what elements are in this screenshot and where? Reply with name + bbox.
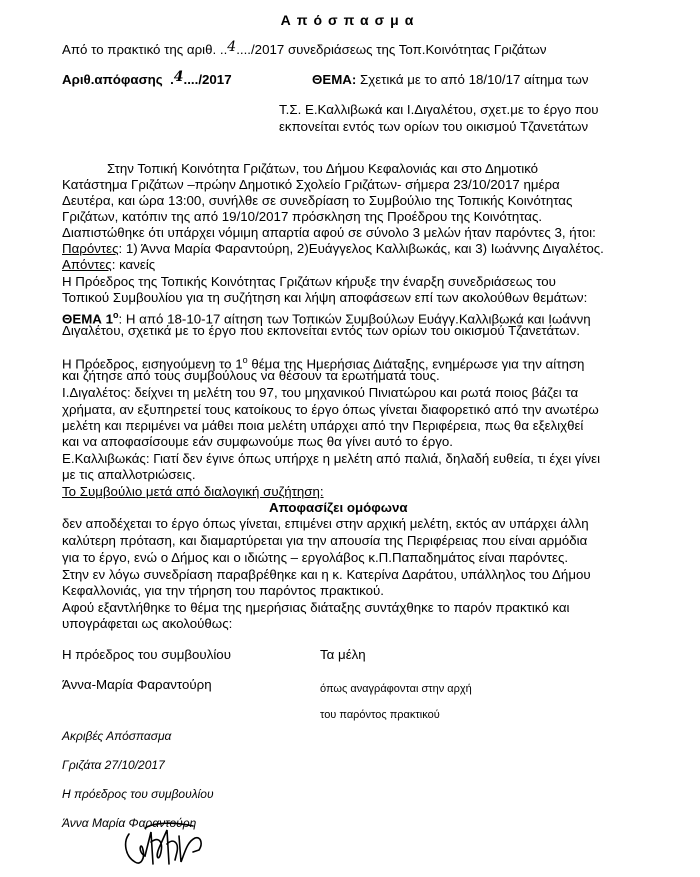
p1-line-1: Στην Τοπική Κοινότητα Γριζάτων, του Δήμου Κεφαλονιάς και στο Δημοτικό: [107, 161, 539, 176]
p8-line-1: Αφού εξαντλήθηκε το θέμα της ημερήσιας διάταξης συντάχθηκε το παρόν πρακτικό και: [62, 600, 570, 615]
council-heading: Το Συμβούλιο μετά από διαλογική συζήτηση:: [62, 484, 324, 499]
p2-line-2: Τοπικού Συμβουλίου για τη συζήτηση και λήψη αποφάσεων επί των ακολούθων θεμάτων:: [62, 290, 588, 305]
p7-line-2: Κεφαλλονιάς, για την τήρηση του παρόντος πρακτικού.: [62, 583, 384, 598]
p7-line-1: Στην εν λόγω συνεδρίαση παραβρέθηκε και η κ. Κατερίνα Δαράτου, υπάλληλος του Δήμου: [62, 567, 591, 582]
decision-number-hand: 4: [173, 69, 184, 85]
topic-line-2: Διγαλέτου, σχετικά με το έργο που εκπονείται εντός των ορίων του οικισμού Τζανετάτων.: [62, 323, 580, 338]
p4-line-3: μελέτη και περιμένει να μάθει ποια μελέτη υπάρχει από την Περιφέρεια, πως θα εξελιχθεί: [62, 418, 584, 433]
subject-line-2: Τ.Σ. Ε.Καλλιβωκά και Ι.Διγαλέτου, σχετ.με το έργο που: [279, 102, 599, 117]
present-line: [62, 241, 604, 257]
absent-text: : κανείς: [111, 257, 156, 272]
absent-label: Απόντες: [62, 257, 112, 272]
p1-line-5: Διαπιστώθηκε ότι υπάρχει νόμιμη απαρτία αφού σε σύνολο 3 μελών ήταν παρόντες 3, ήτοι:: [62, 225, 596, 240]
members-note-2: του παρόντος πρακτικού: [320, 709, 440, 721]
p4-line-4: και να αποφασίσουμε εάν συμφωνούμε πως θα γίνει αυτό το έργο.: [62, 434, 454, 449]
p4-line-1: Ι.Διγαλέτος: δείχνει τη μελέτη του 97, του μηχανικού Πινιατώρου και ρωτά ποιος βάζει τα: [62, 385, 579, 400]
subject-line-3: εκπονείται εντός των ορίων του οικισμού Τζανετάτων: [279, 119, 589, 134]
topic-sup: ο: [112, 310, 119, 320]
decision-label: Αριθ.απόφασης: [62, 72, 163, 87]
signer-title: Η πρόεδρος του συμβουλίου: [62, 787, 214, 801]
absent-line: [62, 257, 155, 273]
p5-line-2: με τις απαλλοτριώσεις.: [62, 467, 196, 482]
minutes-ref-pre: Από το πρακτικό της αριθ. ..: [62, 42, 228, 57]
document-title: Απόσπασμα: [280, 12, 420, 28]
p1-line-4: Γριζάτων, κατόπιν της από 19/10/2017 πρόσκληση της Προέδρου της Κοινότητας.: [62, 209, 543, 224]
minutes-ref-post: ..../2017 συνεδριάσεως της Τοπ.Κοινότητας Γριζάτων: [236, 42, 547, 57]
certified-extract: Ακριβές Απόσπασμα: [62, 729, 172, 743]
p6-line-2: καλύτερη πρόταση, και διαμαρτύρεται για την απουσία της Περιφέρειας που είναι αρμόδια: [62, 533, 588, 548]
p3-sup: ο: [242, 355, 248, 365]
decision-heading: Αποφασίζει ομόφωνα: [269, 500, 408, 515]
subject-line-1: [312, 72, 589, 88]
topic-label: ΘΕΜΑ 1: [62, 311, 113, 327]
president-title: Η πρόεδρος του συμβουλίου: [62, 647, 231, 662]
decision-dots: .: [170, 72, 174, 87]
p3-text-b: θέμα της Ημερήσιας Διάταξης, ενημέρωσε για την αίτηση: [247, 356, 585, 372]
p2-line-1: Η Πρόεδρος της Τοπικής Κοινότητας Γριζάτων κήρυξε την έναρξη συνεδριάσεως του: [62, 274, 556, 289]
subject-label: ΘΕΜΑ:: [312, 72, 357, 87]
p6-line-3: για το έργο, ενώ ο Δήμος και ο ιδιώτης – εργολάβος κ.Π.Παπαδημάτος είναι παρόντες.: [62, 550, 569, 565]
p8-line-2: υπογράφεται ως ακολούθως:: [62, 616, 233, 631]
p3-line-2: και ζήτησε από τους συμβούλους να θέσουν τα ερωτήματά τους.: [62, 368, 440, 383]
members-note-1: όπως αναγράφονται στην αρχή: [320, 683, 472, 695]
p1-line-3: Δευτέρα, και ώρα 13:00, συνήλθε σε συνεδρίαση το Συμβούλιο της Τοπικής Κοινότητας: [62, 193, 573, 208]
p4-line-2: χρήματα, αν εξυπηρετεί τους κατοίκους το έργο όπως γίνεται διαφορετικό από την ανωτέρω: [62, 402, 599, 417]
p6-line-1: δεν αποδέχεται το έργο όπως γίνεται, επιμένει στην αρχική μελέτη, εκτός αν υπάρχει άλλη: [62, 516, 589, 531]
decision-number: [62, 69, 232, 88]
place-date: Γριζάτα 27/10/2017: [62, 758, 165, 772]
p5-line-1: Ε.Καλλιβωκάς: Γιατί δεν έγινε όπως υπήρχε η μελέτη από παλιά, δηλαδή ευθεία, τι έχει γίνει: [62, 451, 601, 466]
p3-text-a: Η Πρόεδρος, εισηγούμενη το 1: [62, 356, 243, 372]
topic-text: : Η από 18-10-17 αίτηση των Τοπικών Συμβούλων Ευάγγ.Καλλιβωκά και Ιωάννη: [118, 311, 591, 327]
president-name: Άννα-Μαρία Φαραντούρη: [62, 677, 212, 692]
present-label: Παρόντες: [62, 241, 119, 256]
signer-name: Άννα Μαρία Φαραντούρη: [62, 816, 197, 830]
minutes-reference: [62, 39, 547, 58]
p1-line-2: Κατάστημα Γριζάτων –πρώην Δημοτικό Σχολείο Γριζάτων- σήμερα 23/10/2017 ημέρα: [62, 177, 560, 192]
present-text: : 1) Άννα Μαρία Φαραντούρη, 2)Ευάγγελος Καλλιβωκάς, και 3) Ιωάννης Διγαλέτος.: [118, 241, 604, 256]
handwritten-signature: [115, 812, 235, 874]
decision-year: ..../2017: [183, 72, 232, 87]
members-title: Τα μέλη: [320, 647, 366, 662]
minutes-number: 4: [227, 39, 237, 55]
subject-text-1: Σχετικά με το από 18/10/17 αίτημα των: [360, 72, 589, 87]
